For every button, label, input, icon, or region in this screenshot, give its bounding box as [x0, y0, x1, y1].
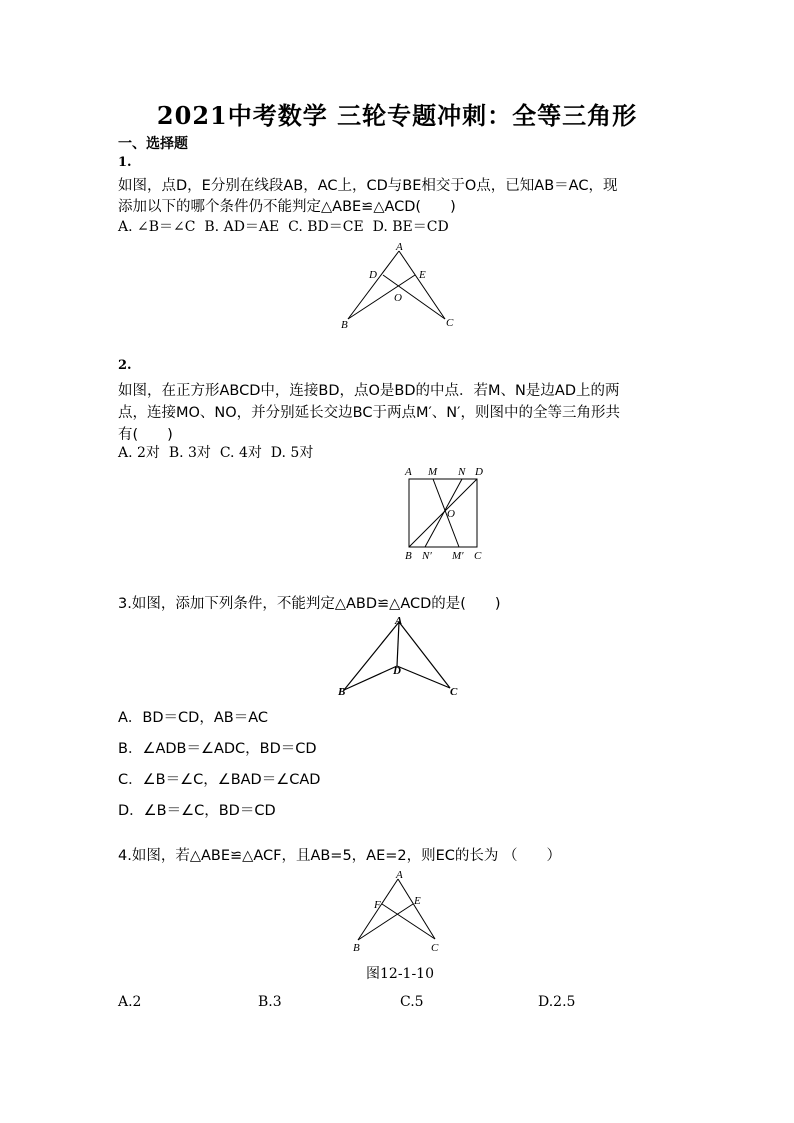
q1-option-d: D. BE＝CD: [372, 219, 449, 235]
q4-option-a: A.2: [118, 994, 142, 1010]
q4-label-c: C: [431, 942, 439, 954]
q2-label-m-prime: M′: [452, 550, 464, 562]
q2-options: [118, 442, 313, 462]
q4-option-c: C.5: [400, 994, 424, 1010]
q3-stem-text: 3.如图，添加下列条件，不能判定△ABD≌△ACD的是( ): [118, 596, 501, 612]
section-heading: 一、选择题: [118, 136, 188, 152]
q2-option-b: B. 3对: [168, 445, 211, 461]
q1-label-o: O: [394, 292, 402, 304]
q2-label-a: A: [405, 466, 412, 478]
q2-number: 2.: [118, 358, 132, 373]
q2-stem-line2: 点，连接MO、NO，并分别延长交边BC于两点M′、N′，则图中的全等三角形共: [118, 405, 620, 421]
q4-figure-caption: 图12-1-10: [366, 966, 434, 982]
q1-number: 1.: [118, 155, 132, 170]
q3-option-c: C．∠B＝∠C，∠BAD＝∠CAD: [118, 772, 321, 788]
q2-label-o: O: [447, 508, 455, 520]
q4-label-f: F: [374, 899, 381, 911]
q1-option-a: A. ∠B＝∠C: [118, 219, 196, 235]
q2-option-d: D. 5对: [270, 445, 314, 461]
q1-label-a: A: [396, 241, 403, 253]
q1-option-c: C. BD＝CE: [288, 219, 364, 235]
q1-label-d: D: [369, 269, 377, 281]
q3-figure: [330, 612, 470, 702]
q1-label-b: B: [341, 319, 348, 331]
q3-stem: [118, 592, 501, 613]
q3-label-a: A: [395, 615, 403, 627]
q4-figure: [340, 866, 455, 958]
q2-option-c: C. 4对: [219, 445, 262, 461]
q3-label-d: D: [393, 665, 401, 677]
page-title: 2021中考数学 三轮专题冲刺：全等三角形: [156, 101, 638, 130]
q1-stem-line2: 添加以下的哪个条件仍不能判定△ABE≌△ACD( ): [118, 199, 456, 215]
q3-label-c: C: [450, 686, 458, 698]
q2-label-d: D: [475, 466, 483, 478]
q4-option-b: B.3: [258, 994, 282, 1010]
q4-option-d: D.2.5: [538, 994, 576, 1010]
q4-label-e: E: [414, 895, 421, 907]
q2-label-m: M: [428, 466, 438, 478]
q2-label-n: N: [458, 466, 466, 478]
q1-figure: [330, 238, 470, 338]
q4-stem: 4.如图，若△ABE≌△ACF，且AB=5，AE=2，则EC的长为 （ ）: [118, 848, 562, 864]
q1-options: [118, 216, 449, 236]
q2-label-b: B: [405, 550, 412, 562]
q3-option-b: B．∠ADB＝∠ADC，BD＝CD: [118, 741, 317, 757]
q2-label-n-prime: N′: [422, 550, 432, 562]
q3-label-b: B: [338, 686, 346, 698]
q4-label-b: B: [353, 942, 360, 954]
q1-stem-line1: 如图，点D，E分别在线段AB，AC上，CD与BE相交于O点，已知AB＝AC，现: [118, 178, 618, 194]
q2-stem-line1: 如图，在正方形ABCD中，连接BD，点O是BD的中点．若M、N是边AD上的两: [118, 383, 620, 399]
q1-option-b: B. AD＝AE: [204, 219, 280, 235]
q4-label-a: A: [396, 869, 403, 881]
q2-figure: [400, 462, 490, 566]
q1-label-e: E: [419, 269, 426, 281]
q2-label-c: C: [474, 550, 482, 562]
q3-option-d: D．∠B＝∠C，BD＝CD: [118, 803, 276, 819]
q1-label-c: C: [446, 317, 454, 329]
q2-option-a: A. 2对: [118, 445, 160, 461]
q3-option-a: A．BD＝CD，AB＝AC: [118, 710, 268, 726]
q2-stem-line3: 有( ): [118, 427, 173, 443]
